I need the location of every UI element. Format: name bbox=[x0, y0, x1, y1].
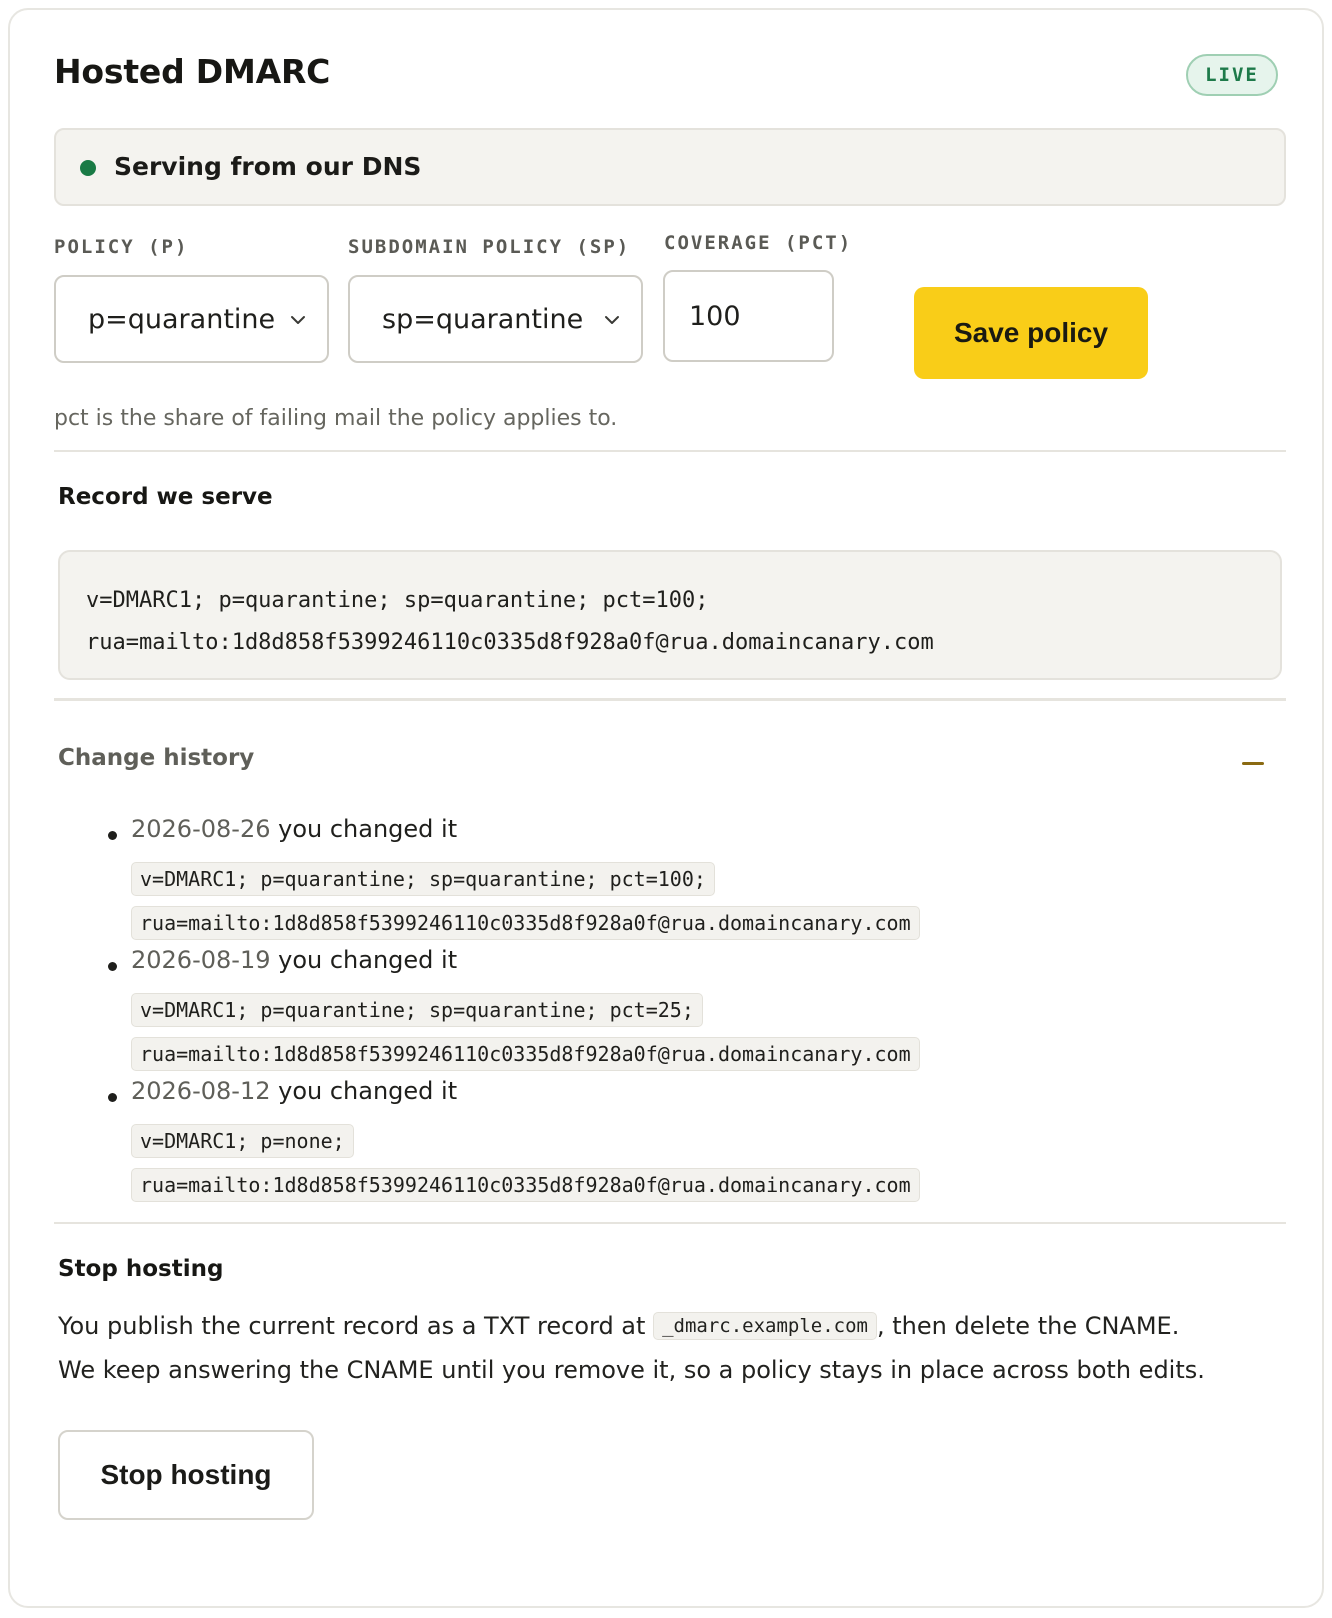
bullet bbox=[108, 962, 117, 971]
record-heading: Record we serve bbox=[58, 484, 273, 510]
divider bbox=[54, 1222, 1286, 1224]
policy-select-value: p=quarantine bbox=[88, 303, 276, 335]
stop-hosting-text-line-2: We keep answering the CNAME until you remove it, so a policy stays in place across both edits. bbox=[58, 1356, 1205, 1384]
bullet bbox=[108, 1093, 117, 1102]
divider bbox=[54, 698, 1286, 701]
coverage-label: COVERAGE (PCT) bbox=[664, 232, 853, 254]
minus-icon[interactable] bbox=[1242, 762, 1264, 765]
bullet bbox=[108, 831, 117, 840]
subdomain-policy-select[interactable] bbox=[348, 275, 643, 363]
history-entry-heading bbox=[131, 946, 457, 974]
stop-text-before: You publish the current record as a TXT record at bbox=[58, 1312, 654, 1340]
chevron-down-icon bbox=[289, 311, 307, 329]
chevron-down-icon bbox=[603, 311, 621, 329]
history-action: you changed it bbox=[270, 946, 458, 974]
stop-hosting-heading: Stop hosting bbox=[58, 1256, 224, 1282]
history-record-line: rua=mailto:1d8d858f5399246110c0335d8f928a0f@rua.domaincanary.com bbox=[131, 1037, 920, 1071]
stop-text-after: , then delete the CNAME. bbox=[876, 1312, 1180, 1340]
save-policy-button[interactable]: Save policy bbox=[914, 287, 1148, 379]
coverage-input-value: 100 bbox=[689, 300, 741, 332]
history-record-line: rua=mailto:1d8d858f5399246110c0335d8f928a0f@rua.domaincanary.com bbox=[131, 906, 920, 940]
record-line-2: rua=mailto:1d8d858f5399246110c0335d8f928a0f@rua.domaincanary.com bbox=[86, 630, 934, 655]
history-record-line: v=DMARC1; p=quarantine; sp=quarantine; pct=25; bbox=[131, 993, 703, 1027]
policy-label: POLICY (P) bbox=[54, 236, 189, 258]
status-text: Serving from our DNS bbox=[114, 152, 422, 181]
status-dot-icon bbox=[80, 160, 96, 176]
history-record-line: rua=mailto:1d8d858f5399246110c0335d8f928a0f@rua.domaincanary.com bbox=[131, 1168, 920, 1202]
stop-hosting-text-line-1 bbox=[58, 1312, 1179, 1340]
pct-helper-text: pct is the share of failing mail the policy applies to. bbox=[54, 406, 618, 431]
live-badge: LIVE bbox=[1186, 54, 1278, 96]
dmarc-host-code: _dmarc.example.com bbox=[653, 1312, 877, 1340]
change-history-toggle[interactable]: Change history bbox=[58, 745, 255, 771]
divider bbox=[54, 450, 1286, 452]
history-date: 2026-08-12 bbox=[131, 1077, 271, 1105]
record-box bbox=[58, 550, 1282, 680]
card-title: Hosted DMARC bbox=[54, 52, 331, 91]
history-record-line: v=DMARC1; p=none; bbox=[131, 1124, 354, 1158]
subdomain-policy-select-value: sp=quarantine bbox=[382, 303, 584, 335]
status-banner bbox=[54, 128, 1286, 206]
hosted-dmarc-card bbox=[8, 8, 1324, 1608]
history-action: you changed it bbox=[270, 815, 458, 843]
subdomain-policy-label: SUBDOMAIN POLICY (SP) bbox=[348, 236, 631, 258]
history-entry-heading bbox=[131, 1077, 457, 1105]
history-date: 2026-08-26 bbox=[131, 815, 271, 843]
record-line-1: v=DMARC1; p=quarantine; sp=quarantine; pct=100; bbox=[86, 588, 709, 613]
history-date: 2026-08-19 bbox=[131, 946, 271, 974]
history-record-line: v=DMARC1; p=quarantine; sp=quarantine; pct=100; bbox=[131, 862, 715, 896]
coverage-input[interactable] bbox=[663, 270, 834, 362]
policy-select[interactable] bbox=[54, 275, 329, 363]
stop-hosting-button[interactable]: Stop hosting bbox=[58, 1430, 314, 1520]
history-entry-heading bbox=[131, 815, 457, 843]
history-action: you changed it bbox=[270, 1077, 458, 1105]
